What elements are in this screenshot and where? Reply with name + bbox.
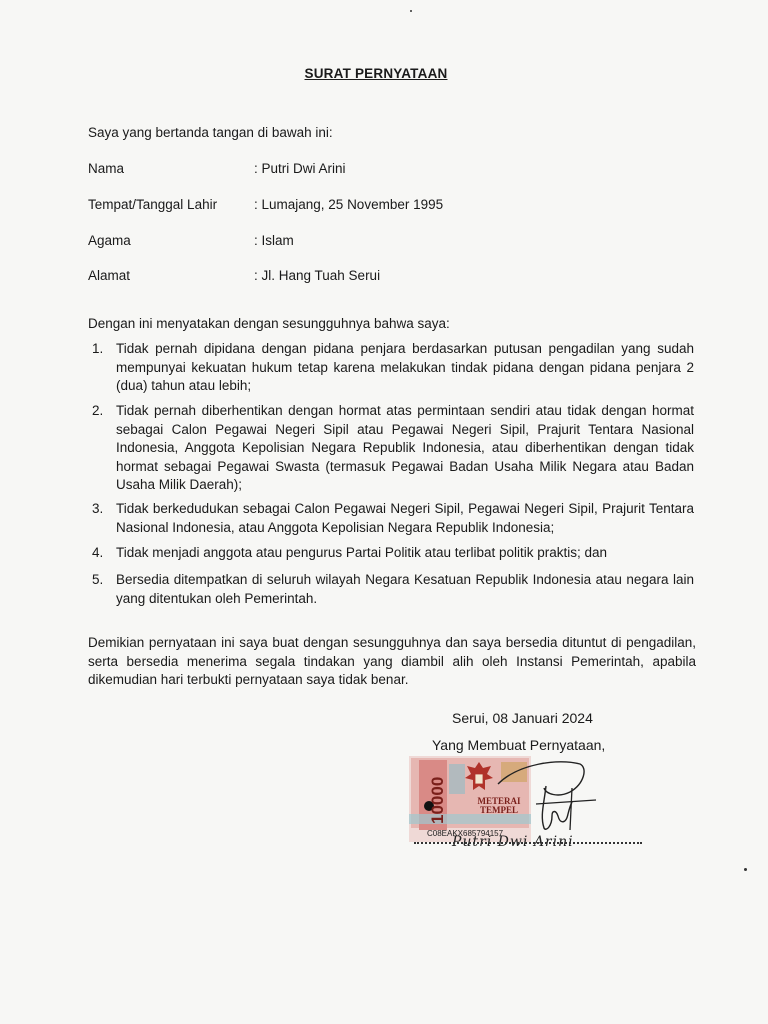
field-value-address: : Jl. Hang Tuah Serui [254,268,381,283]
statement-item [92,340,694,396]
field-value-birth: : Lumajang, 25 November 1995 [254,197,444,212]
statement-item [92,500,694,537]
signer-title: Yang Membuat Pernyataan, [432,737,606,753]
statement-number: 5. [92,572,104,587]
field-label-birth: Tempat/Tanggal Lahir [88,197,218,212]
stamp-serial: C08EAKX685794157 [427,829,504,838]
statement-text: Bersedia ditempatkan di seluruh wilayah Negara Kesatuan Republik Indonesia atau negara lain yang ditentukan oleh Pemerintah. [116,572,694,606]
statement-item [92,544,694,563]
stamp-label-tempel: TEMPEL [479,805,519,815]
statement-text: Tidak berkedudukan sebagai Calon Pegawai Negeri Sipil, Pegawai Negeri Sipil, Prajurit Tentara Nasional Indonesia, atau Anggota Kepolisian Negara Republik Indonesia; [116,501,694,535]
statement-item [92,402,694,495]
statement-number: 1. [92,341,104,356]
field-value-religion: : Islam [254,233,294,248]
scan-speck [744,868,747,871]
place-date: Serui, 08 Januari 2024 [452,710,593,726]
statement-number: 4. [92,545,104,560]
statement-number: 2. [92,403,104,418]
document-title: SURAT PERNYATAAN [304,66,448,81]
field-label-address: Alamat [88,268,131,283]
intro-text: Saya yang bertanda tangan di bawah ini: [88,125,333,140]
field-label-religion: Agama [88,233,131,248]
lead-text: Dengan ini menyatakan dengan sesungguhnya bahwa saya: [88,316,450,331]
statement-text: Tidak menjadi anggota atau pengurus Partai Politik atau terlibat politik praktis; dan [116,545,608,560]
statement-text: Tidak pernah dipidana dengan pidana penjara berdasarkan putusan pengadilan yang sudah mempunyai kekuatan hukum tetap karena melakukan tindak pidana dengan pidana penjara 2 (dua) tahun atau lebih; [116,341,694,393]
signer-name: Putri Dwi Arini [452,834,574,850]
stamp-label-meterai: METERAI [477,796,521,806]
signature-dotted-line [414,842,642,844]
scan-speck [410,10,412,12]
handwritten-signature [488,754,608,844]
statement-text: Tidak pernah diberhentikan dengan hormat atas permintaan sendiri atau tidak dengan hormat sebagai Calon Pegawai Negeri Sipil atau Pegawai Negeri Sipil, Prajurit Tentara Nasional Indonesia, Anggota Kepolisian Negara Republik Indonesia, atau diberhentikan dengan tidak hormat sebagai Pegawai Swasta (termasuk Pegawai Badan Usaha Milik Negara atau Badan Usaha Milik Daerah); [116,403,694,492]
statement-number: 3. [92,501,104,516]
field-value-name: : Putri Dwi Arini [254,161,346,176]
stamp-value: 10000 [428,776,447,824]
closing-paragraph: Demikian pernyataan ini saya buat dengan sesungguhnya dan saya bersedia dituntut di pengadilan, serta bersedia menerima segala tindakan yang diambil alih oleh Instansi Pemerintah, apabila dikemudian hari terbukti pernyataan saya tidak benar. [88,635,696,687]
statement-item [92,571,694,608]
field-label-name: Nama [88,161,125,176]
